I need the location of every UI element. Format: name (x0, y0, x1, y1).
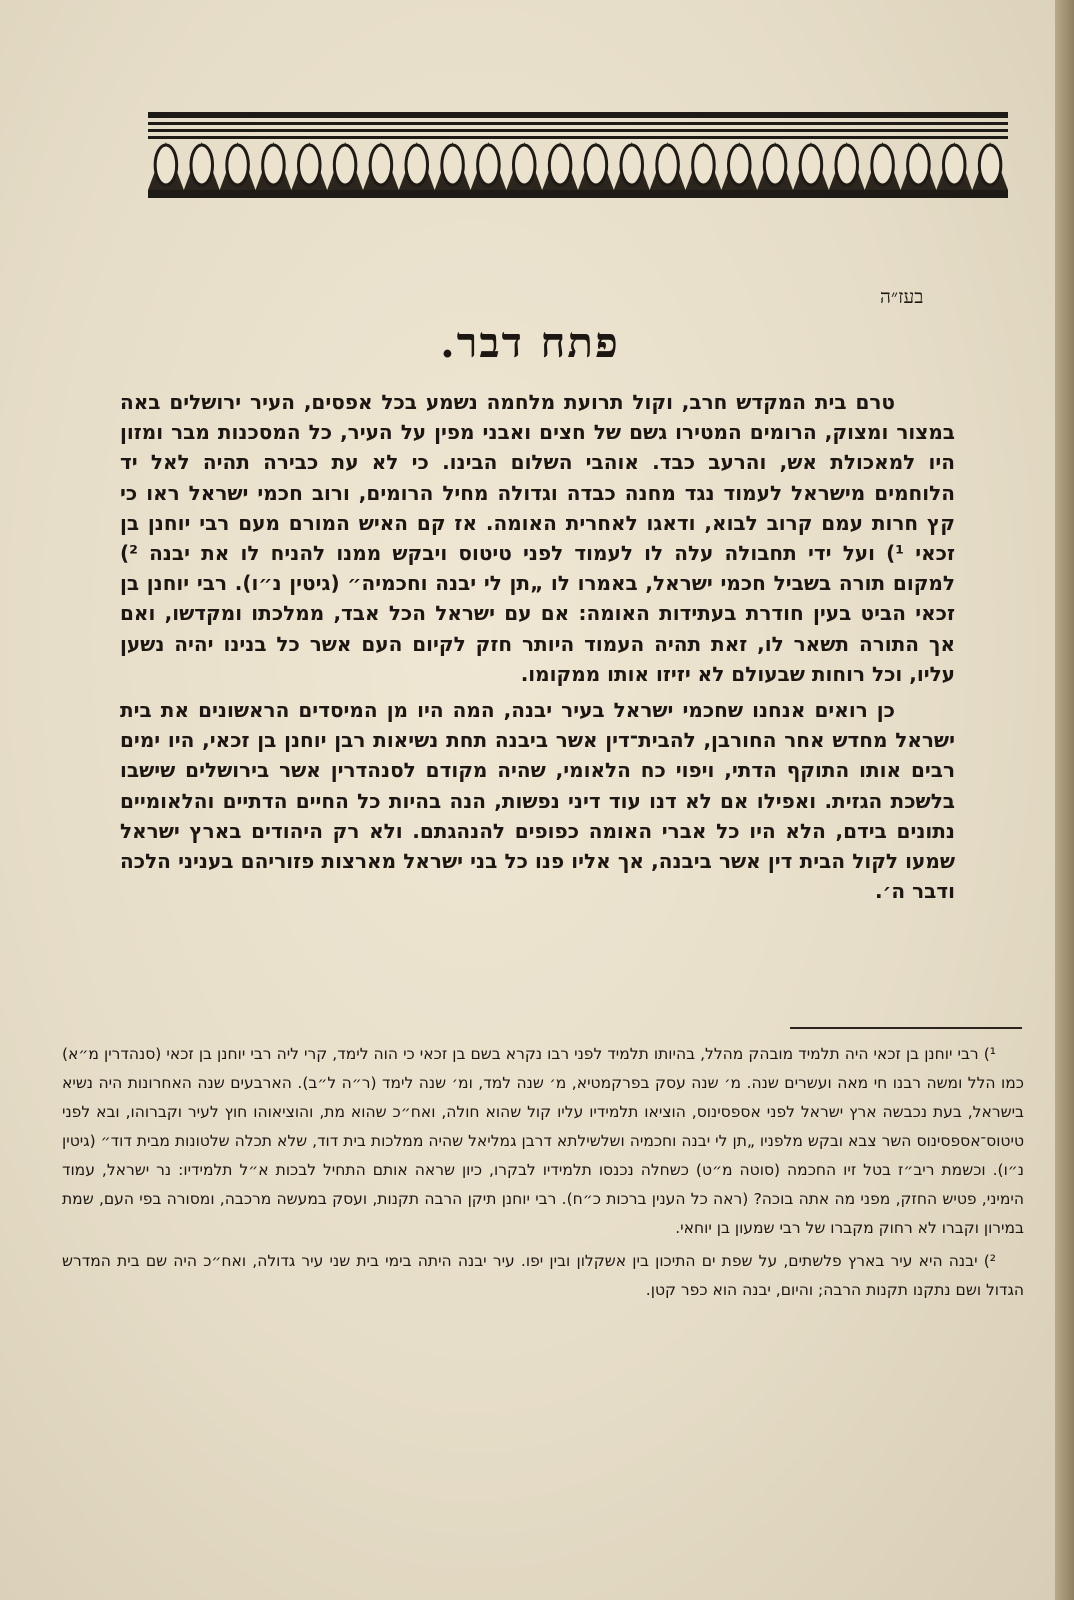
footnote-1: ¹) רבי יוחנן בן זכאי היה תלמיד מובהק מהלל, בהיותו תלמיד לפני רבו נקרא בשם בן זכאי כי הוה לימד, קרי ליה רבי יוחנן בן זכאי (סנהדרין מ״א) כמו הלל ומשה רבנו חי מאה ועשרים שנה. מ׳ שנה עסק בפרקמטיא, מ׳ שנה למד, ומ׳ שנה לימד (ר״ה ל״ב). הארבעים שנה האחרונות היה נשיא בישראל, בעת נכבשה ארץ ישראל לפני אספסינוס, הוציאו תלמידיו עליו קול שהוא חולה, ואח״כ שהוא מת, והוציאוהו חוץ לעיר וקברוהו, ובא לפני טיטוס־אספסינוס השר צבא ובקש מלפניו „תן לי יבנה וחכמיה ושלשילתא דרבן גמליאל שהיה ממלכות בית דוד, שלא תכלה שלטונות מבית דוד״ (גיטין נ״ו). וכשמת ריב״ז בטל זיו החכמה (סוטה מ״ט) כשחלה נכנסו תלמידיו לבקרו, כיון שראה אותם התחיל לבכות א״ל תלמידיו: נר ישראל, עמוד הימיני, פטיש החזק, מפני מה אתה בוכה? (ראה כל הענין ברכות כ״ח). רבי יוחנן תיקן הרבה תקנות, ועסק במעשה מרכבה, ומסורה בפי העם, שמת במירון וקברו לא רחוק מקברו של רבי שמעון בן יוחאי. (62, 1045, 1024, 1237)
footnote-divider (790, 1027, 1022, 1029)
page-edge (1055, 0, 1074, 1600)
paragraph-2: כן רואים אנחנו שחכמי ישראל בעיר יבנה, המה היו מן המיסדים הראשונים את בית ישראל מחדש אחר החורבן, להבית־דין אשר ביבנה תחת נשיאות רבן יוחנן בן זכאי, היו ימים רבים אותו התוקף הדתי, ויפוי כח הלאומי, שהיה מקודם לסנהדרין אשר בירושלים שישבו בלשכת הגזית. ואפילו אם לא דנו עוד דיני נפשות, הנה בהיות כל החיים הדתיים והלאומיים נתונים בידם, הלא היו כל אברי האומה כפופים להנהגתם. ולא רק היהודים בארץ ישראל שמעו לקול הבית דין אשר ביבנה, אך אליו פנו כל בני ישראל מארצות פזוריהם בעניני הלכה ודבר ה׳. (120, 698, 955, 904)
footnotes (62, 1040, 1024, 1309)
paragraph-1: טרם בית המקדש חרב, וקול תרועת מלחמה נשמע בכל אפסים, העיר ירושלים באה במצור ומצוק, הרומים המטירו גשם של חצים ואבני מפין על העיר, כל המסכנות מבר ומזון היו למאכולת אש, והרעב כבד. אוהבי השלום הבינו. כי לא עת כבירה תהיה לאל יד הלוחמים מישראל לעמוד נגד מחנה כבדה וגדולה מחיל הרומים, ורוב חכמי ישראל ראו כי קץ חרות עמם קרוב לבוא, ודאגו לאחרית האומה. אז קם האיש המורם מעם רבי יוחנן בן זכאי ¹) ועל ידי תחבולה עלה לו לעמוד לפני טיטוס ויבקש ממנו להניח לו את יבנה ²) למקום תורה בשביל חכמי ישראל, באמרו לו „תן לי יבנה וחכמיה״ (גיטין נ״ו). רבי יוחנן בן זכאי הביט בעין חודרת בעתידות האומה: אם עם ישראל הכל אבד, ממלכתו ומקדשו, ואם אך התורה תשאר לו, זאת תהיה העמוד היותר חזק לקיום העם אשר כל בנינו יהיה נשען עליו, וכל רוחות שבעולם לא יזיזו אותו ממקומו. (120, 390, 955, 686)
footnote-2: ²) יבנה היא עיר בארץ פלשתים, על שפת ים התיכון בין אשקלון ובין יפו. עיר יבנה היתה בימי בית שני עיר גדולה, ואח״כ היה שם בית המדרש הגדול ושם נתקנו תקנות הרבה; והיום, יבנה הוא כפר קטן. (62, 1252, 1024, 1299)
main-text (120, 387, 955, 912)
heading-abbreviation: בעז״ה (880, 286, 924, 308)
page-title: פתח דבר. (440, 318, 620, 367)
decorative-border-icon (148, 112, 1008, 198)
